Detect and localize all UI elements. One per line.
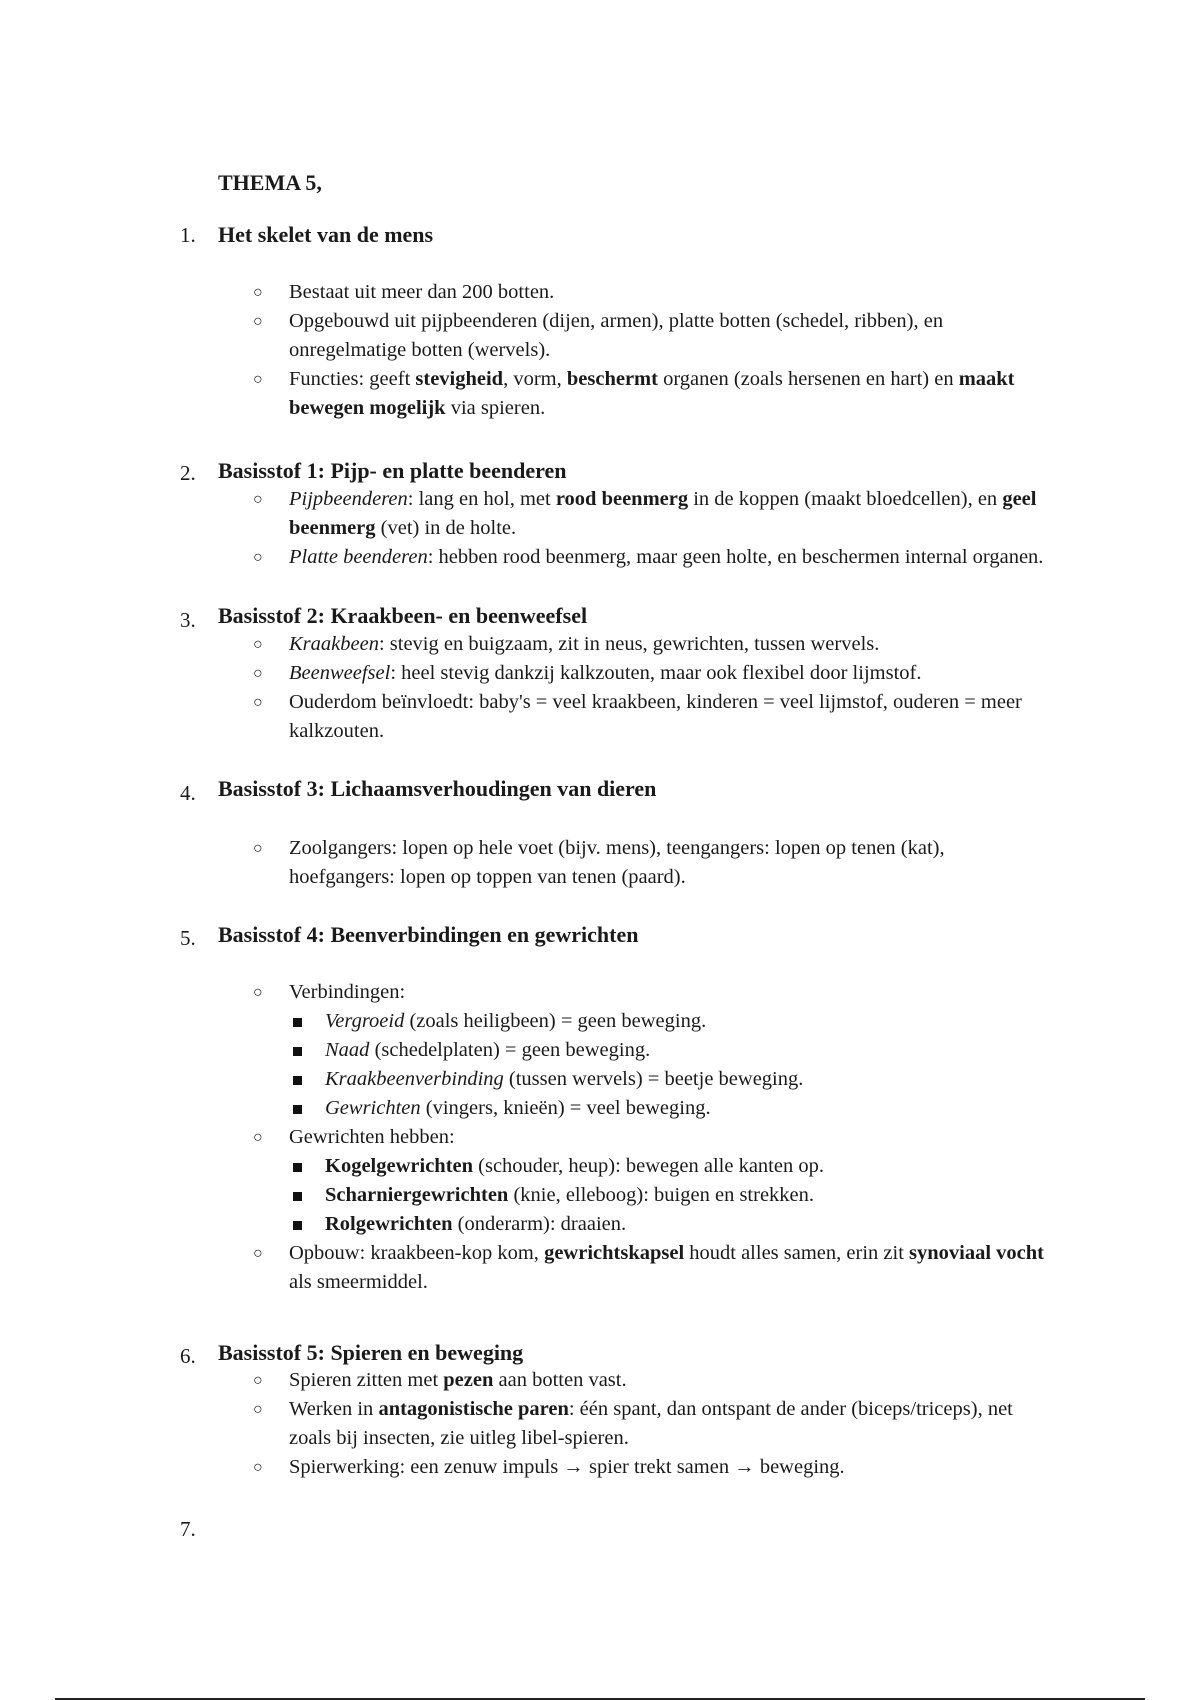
circle-bullet-icon: ○: [253, 840, 263, 857]
sub-list-item: Vergroeid (zoals heiligbeen) = geen beweging.: [253, 1007, 1053, 1036]
section-heading: Basisstof 3: Lichaamsverhoudingen van dieren: [218, 776, 657, 801]
list-item: ○ Functies: geeft stevigheid, vorm, beschermt organen (zoals hersenen en hart) en maakt bewegen mogelijk via spieren.: [253, 365, 1053, 423]
section-heading: Basisstof 1: Pijp- en platte beenderen: [218, 458, 567, 483]
circle-bullet-icon: ○: [253, 665, 263, 682]
circle-bullet-icon: ○: [253, 284, 263, 301]
section-heading: Basisstof 2: Kraakbeen- en beenweefsel: [218, 603, 588, 628]
sub-list: [253, 1007, 1053, 1123]
section-number: 3.: [180, 608, 196, 632]
list-item: ○ Ouderdom beïnvloedt: baby's = veel kraakbeen, kinderen = veel lijmstof, ouderen = meer kalkzouten.: [253, 688, 1053, 746]
square-bullet-icon: [293, 1047, 302, 1056]
bullet-list: [253, 834, 1053, 892]
section-number: 2.: [180, 461, 196, 485]
circle-bullet-icon: ○: [253, 1372, 263, 1389]
sub-list-item: Kraakbeenverbinding (tussen wervels) = beetje beweging.: [253, 1065, 1053, 1094]
list-item: ○ Verbindingen:: [253, 978, 1053, 1007]
circle-bullet-icon: ○: [253, 371, 263, 388]
sub-list: [253, 1152, 1053, 1239]
section-heading: Basisstof 5: Spieren en beweging: [218, 1340, 524, 1365]
circle-bullet-icon: ○: [253, 694, 263, 711]
bullet-list: [253, 1366, 1053, 1482]
circle-bullet-icon: ○: [253, 313, 263, 330]
section-number: 1.: [180, 223, 196, 247]
list-item: ○ Spieren zitten met pezen aan botten vast.: [253, 1366, 1053, 1395]
sub-list-item: Naad (schedelplaten) = geen beweging.: [253, 1036, 1053, 1065]
bullet-list: [253, 978, 1053, 1297]
list-item: ○ Platte beenderen: hebben rood beenmerg, maar geen holte, en beschermen internal organen.: [253, 543, 1053, 572]
bullet-list: [253, 630, 1053, 746]
list-item: ○ Bestaat uit meer dan 200 botten.: [253, 278, 1053, 307]
sub-list-item: Kogelgewrichten (schouder, heup): bewegen alle kanten op.: [253, 1152, 1053, 1181]
circle-bullet-icon: ○: [253, 1459, 263, 1476]
list-item: ○ Opbouw: kraakbeen-kop kom, gewrichtskapsel houdt alles samen, erin zit synoviaal vocht als smeermiddel.: [253, 1239, 1053, 1297]
circle-bullet-icon: ○: [253, 1245, 263, 1262]
list-item: ○ Kraakbeen: stevig en buigzaam, zit in neus, gewrichten, tussen wervels.: [253, 630, 1053, 659]
circle-bullet-icon: ○: [253, 549, 263, 566]
square-bullet-icon: [293, 1221, 302, 1230]
square-bullet-icon: [293, 1192, 302, 1201]
list-item: ○ Werken in antagonistische paren: één spant, dan ontspant de ander (biceps/triceps), net zoals bij insecten, zie uitleg libel-spieren.: [253, 1395, 1053, 1453]
list-item: ○ Beenweefsel: heel stevig dankzij kalkzouten, maar ook flexibel door lijmstof.: [253, 659, 1053, 688]
circle-bullet-icon: ○: [253, 491, 263, 508]
section-heading: Het skelet van de mens: [218, 222, 434, 247]
square-bullet-icon: [293, 1163, 302, 1172]
square-bullet-icon: [293, 1076, 302, 1085]
bullet-list: [253, 278, 1053, 423]
list-item: ○ Opgebouwd uit pijpbeenderen (dijen, armen), platte botten (schedel, ribben), en onregelmatige botten (wervels).: [253, 307, 1053, 365]
circle-bullet-icon: ○: [253, 1129, 263, 1146]
square-bullet-icon: [293, 1018, 302, 1027]
list-item: ○ Spierwerking: een zenuw impuls → spier trekt samen → beweging.: [253, 1453, 1053, 1482]
bullet-list: [253, 485, 1053, 572]
list-item: ○ Zoolgangers: lopen op hele voet (bijv. mens), teengangers: lopen op tenen (kat), hoefgangers: lopen op toppen van tenen (paard).: [253, 834, 1053, 892]
section-number: 6.: [180, 1344, 196, 1368]
section-number: 7.: [180, 1517, 196, 1541]
list-item: ○ Gewrichten hebben:: [253, 1123, 1053, 1152]
page-title: THEMA 5,: [218, 170, 322, 195]
sub-list-item: Scharniergewrichten (knie, elleboog): buigen en strekken.: [253, 1181, 1053, 1210]
section-number: 4.: [180, 781, 196, 805]
circle-bullet-icon: ○: [253, 636, 263, 653]
section-heading: Basisstof 4: Beenverbindingen en gewrichten: [218, 922, 639, 947]
section-number: 5.: [180, 926, 196, 950]
circle-bullet-icon: ○: [253, 1401, 263, 1418]
square-bullet-icon: [293, 1105, 302, 1114]
list-item: ○ Pijpbeenderen: lang en hol, met rood beenmerg in de koppen (maakt bloedcellen), en geel beenmerg (vet) in de holte.: [253, 485, 1053, 543]
sub-list-item: Gewrichten (vingers, knieën) = veel beweging.: [253, 1094, 1053, 1123]
sub-list-item: Rolgewrichten (onderarm): draaien.: [253, 1210, 1053, 1239]
circle-bullet-icon: ○: [253, 984, 263, 1001]
